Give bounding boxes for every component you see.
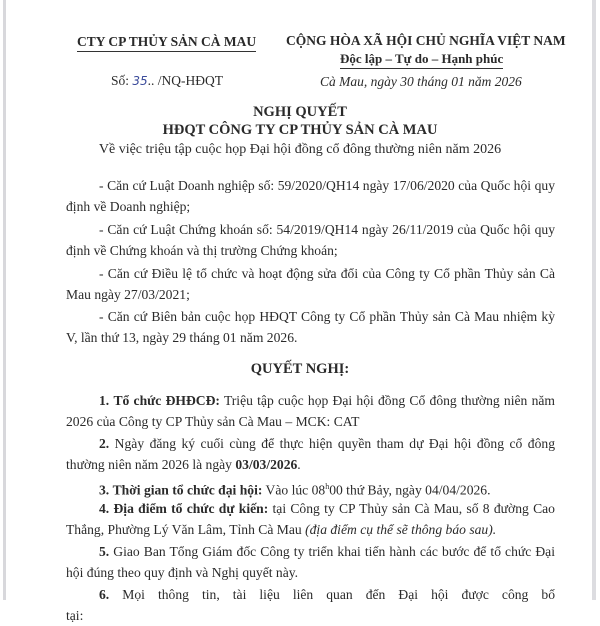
item-3-bold: Thời gian tổ chức đại hội:	[112, 482, 263, 498]
document-number	[111, 73, 223, 89]
basis-2-text: - Căn cứ Luật Chứng khoán số: 54/2019/QH14 ngày 26/11/2019 của Quốc hội quy định về Chứng khoán và thị trường Chứng khoán;	[66, 222, 555, 258]
item-2	[66, 433, 555, 475]
basis-3-text: - Căn cứ Điều lệ tổ chức và hoạt động sửa đổi của Công ty Cổ phần Thủy sản Cà Mau ngày 27/03/2021;	[66, 266, 555, 302]
basis-4-text: - Căn cứ Biên bản cuộc họp HĐQT Công ty Cổ phần Thủy sản Cà Mau nhiệm kỳ V, lần thứ 13, ngày 29 tháng 01 năm 2026.	[66, 309, 555, 345]
item-2-num: 2.	[99, 436, 110, 451]
basis-3	[66, 263, 555, 305]
basis-2	[66, 219, 555, 261]
doc-number-suffix: .. /NQ-HĐQT	[147, 73, 224, 88]
item-3-sup: h	[325, 482, 330, 491]
item-4-italic: (địa điểm cụ thể sẽ thông báo sau).	[305, 522, 497, 537]
item-6-text: Mọi thông tin, tài liệu liên quan đến Đại hội được công bố tại:	[66, 587, 555, 623]
item-4	[66, 498, 555, 540]
basis-1	[66, 175, 555, 217]
motto: Độc lập – Tự do – Hạnh phúc	[340, 51, 503, 69]
item-6-num: 6.	[99, 587, 110, 602]
item-1-num: 1.	[99, 393, 110, 408]
item-4-bold: Địa điểm tổ chức dự kiến:	[113, 501, 269, 516]
doc-number-prefix: Số:	[111, 73, 130, 88]
item-5-text: Giao Ban Tổng Giám đốc Công ty triển khai tiến hành các bước để tổ chức Đại hội đúng theo quy định và Nghị quyết này.	[66, 544, 555, 580]
item-3-text-b: 00 thứ Bảy, ngày 04/04/2026.	[329, 482, 491, 498]
item-5	[66, 541, 555, 583]
place-date: Cà Mau, ngày 30 tháng 01 năm 2026	[320, 74, 522, 89]
item-1-text: Triệu tập cuộc họp Đại hội đồng Cổ đông thường niên năm 2026 của Công ty CP Thủy sản Cà Mau – MCK: CAT	[66, 393, 555, 429]
basis-4	[66, 306, 555, 348]
resolution-heading: QUYẾT NGHỊ:	[250, 361, 350, 377]
item-2-date: 03/03/2026	[235, 457, 298, 472]
item-6	[66, 584, 555, 626]
title-board: HĐQT CÔNG TY CP THỦY SẢN CÀ MAU	[162, 122, 438, 138]
item-4-num: 4.	[99, 501, 110, 516]
company-name: CTY CP THỦY SẢN CÀ MAU	[77, 34, 256, 52]
item-3-text-a: Vào lúc 08	[262, 482, 326, 498]
item-3	[66, 476, 555, 501]
item-3-num: 3.	[99, 482, 110, 498]
item-1	[66, 390, 555, 432]
item-5-num: 5.	[99, 544, 110, 559]
doc-number-handwritten: 35	[132, 74, 148, 88]
item-2-tail: .	[297, 457, 301, 472]
item-2-text: Ngày đăng ký cuối cùng để thực hiện quyền tham dự Đại hội đồng cổ đông thường niên năm 2026 là ngày	[66, 436, 555, 472]
item-1-bold: Tổ chức ĐHĐCĐ:	[113, 393, 220, 408]
country-name: CỘNG HÒA XÃ HỘI CHỦ NGHĨA VIỆT NAM	[286, 33, 566, 48]
title-subject: Về việc triệu tập cuộc họp Đại hội đồng cổ đông thường niên năm 2026	[98, 142, 502, 157]
item-4-text: tại Công ty CP Thủy sản Cà Mau, số 8 đường Cao Thắng, Phường Lý Văn Lâm, Tỉnh Cà Mau	[66, 501, 555, 537]
title-resolution: NGHỊ QUYẾT	[253, 104, 347, 120]
basis-1-text: - Căn cứ Luật Doanh nghiệp số: 59/2020/QH14 ngày 17/06/2020 của Quốc hội quy định về Doanh nghiệp;	[66, 178, 555, 214]
